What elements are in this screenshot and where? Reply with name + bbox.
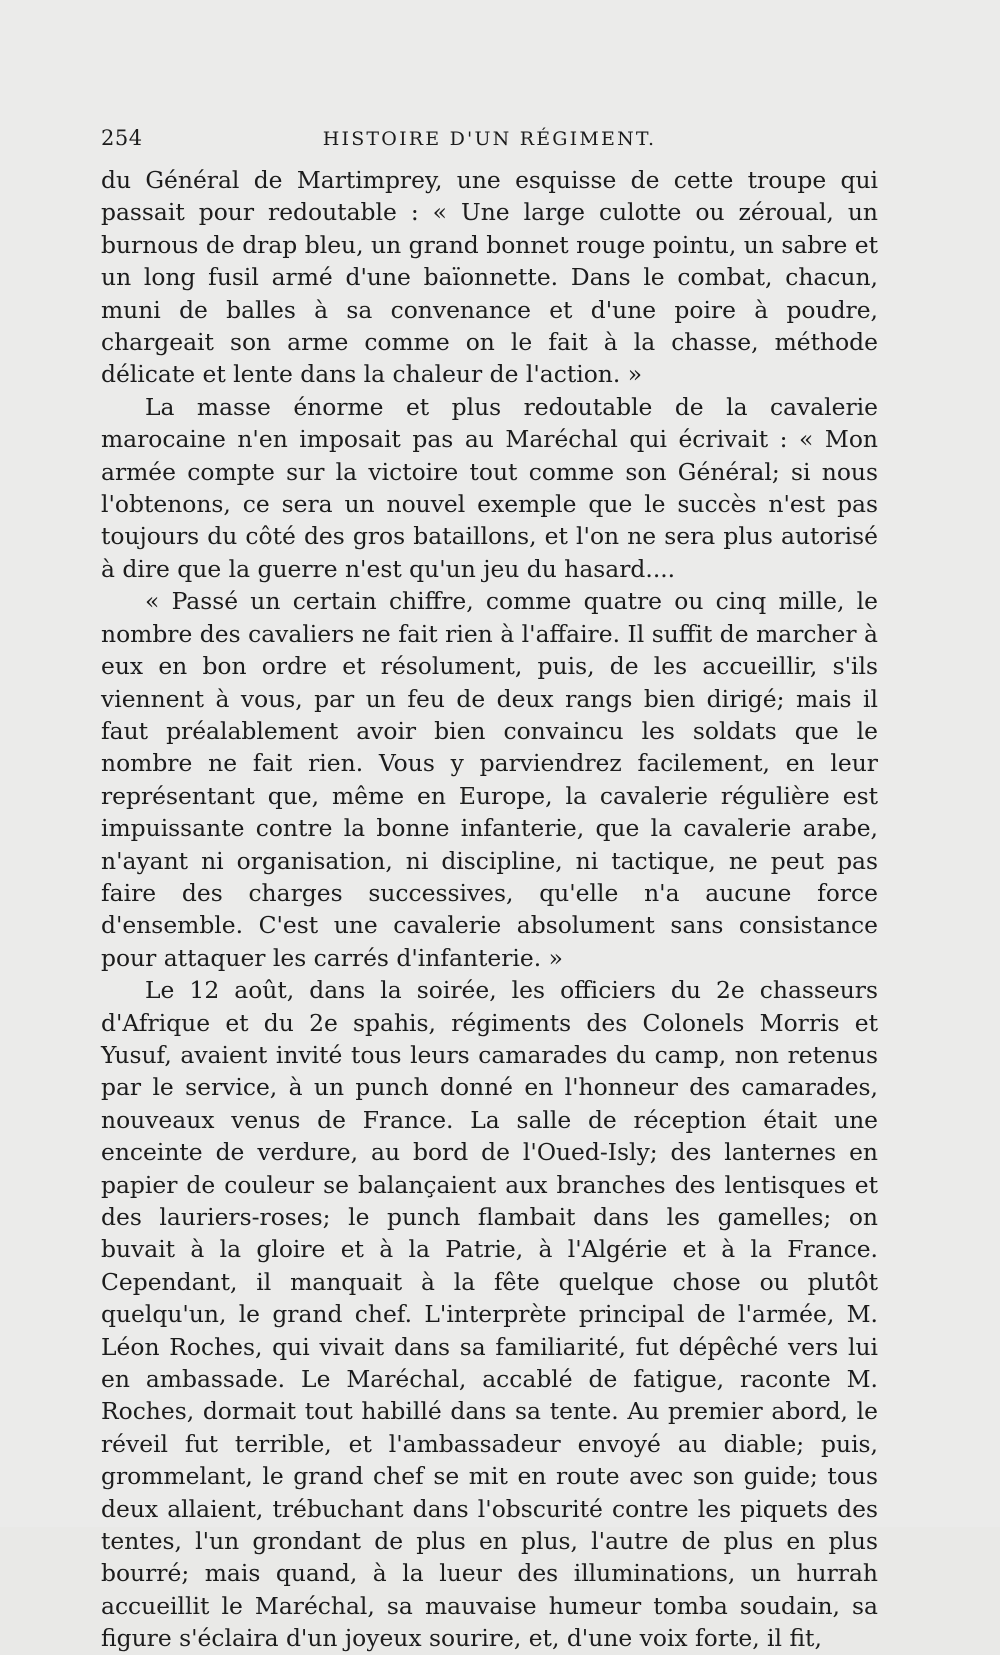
paragraph: « Passé un certain chiffre, comme quatre ou cinq mille, le nombre des cavaliers ne fait rien à l'affaire. Il suffit de marcher à eux en bon ordre et résolument, puis, de les accueillir, s'ils viennent à vous, par un feu de deux rangs bien dirigé; mais il faut préalablement avoir bien convaincu les soldats que le nombre ne fait rien. Vous y parviendrez facilement, en leur représentant que, même en Europe, la cavalerie régulière est impuissante contre la bonne infanterie, que la cavalerie arabe, n'ayant ni organisation, ni discipline, ni tactique, ne peut pas faire des charges successives, qu'elle n'a aucune force d'ensemble. C'est une cavalerie absolument sans consistance pour attaquer les carrés d'infanterie. » <box>101 587 878 972</box>
running-title: HISTOIRE D'UN RÉGIMENT. <box>322 128 657 150</box>
page-header <box>101 126 878 156</box>
paragraph-continued: du Général de Martimprey, une esquisse de cette troupe qui passait pour redoutable : « Une large culotte ou zéroual, un burnous de drap bleu, un grand bonnet rouge pointu, un sabre et un long fusil armé d'une baïonnette. Dans le combat, chacun, muni de balles à sa convenance et d'une poire à poudre, chargeait son arme comme on le fait à la chasse, méthode délicate et lente dans la chaleur de l'action. » <box>101 166 878 389</box>
body-text <box>101 164 878 1655</box>
paragraph: La masse énorme et plus redoutable de la cavalerie marocaine n'en imposait pas au Maréchal qui écrivait : « Mon armée compte sur la victoire tout comme son Général; si nous l'obtenons, ce sera un nouvel exemple que le succès n'est pas toujours du côté des gros bataillons, et l'on ne sera plus autorisé à dire que la guerre n'est qu'un jeu du hasard.... <box>101 392 878 583</box>
page-number: 254 <box>101 126 143 150</box>
paragraph: Le 12 août, dans la soirée, les officiers du 2e chasseurs d'Afrique et du 2e spahis, régiments des Colonels Morris et Yusuf, avaient invité tous leurs camarades du camp, non retenus par le service, à un punch donné en l'honneur des camarades, nouveaux venus de France. La salle de réception était une enceinte de verdure, au bord de l'Oued-Isly; des lanternes en papier de couleur se balançaient aux branches des lentisques et des lauriers-roses; le punch flambait dans les gamelles; on buvait à la gloire et à la Patrie, à l'Algérie et à la France. Cependant, il manquait à la fête quelque chose ou plutôt quelqu'un, le grand chef. L'interprète principal de l'armée, M. Léon Roches, qui vivait dans sa familiarité, fut dépêché vers lui en ambassade. Le Maréchal, accablé de fatigue, raconte M. Roches, dormait tout habillé dans sa tente. Au premier abord, le réveil fut terrible, et l'ambassadeur envoyé au diable; puis, grommelant, le grand chef se mit en route avec son guide; tous deux allaient, trébuchant dans l'obscurité contre les piquets des tentes, l'un grondant de plus en plus, l'autre de plus en plus bourré; mais quand, à la lueur des illuminations, un hurrah accueillit le Maréchal, sa mauvaise humeur tomba soudain, sa figure s'éclaira d'un joyeux sourire, et, d'une voix forte, il fit, <box>101 976 878 1653</box>
